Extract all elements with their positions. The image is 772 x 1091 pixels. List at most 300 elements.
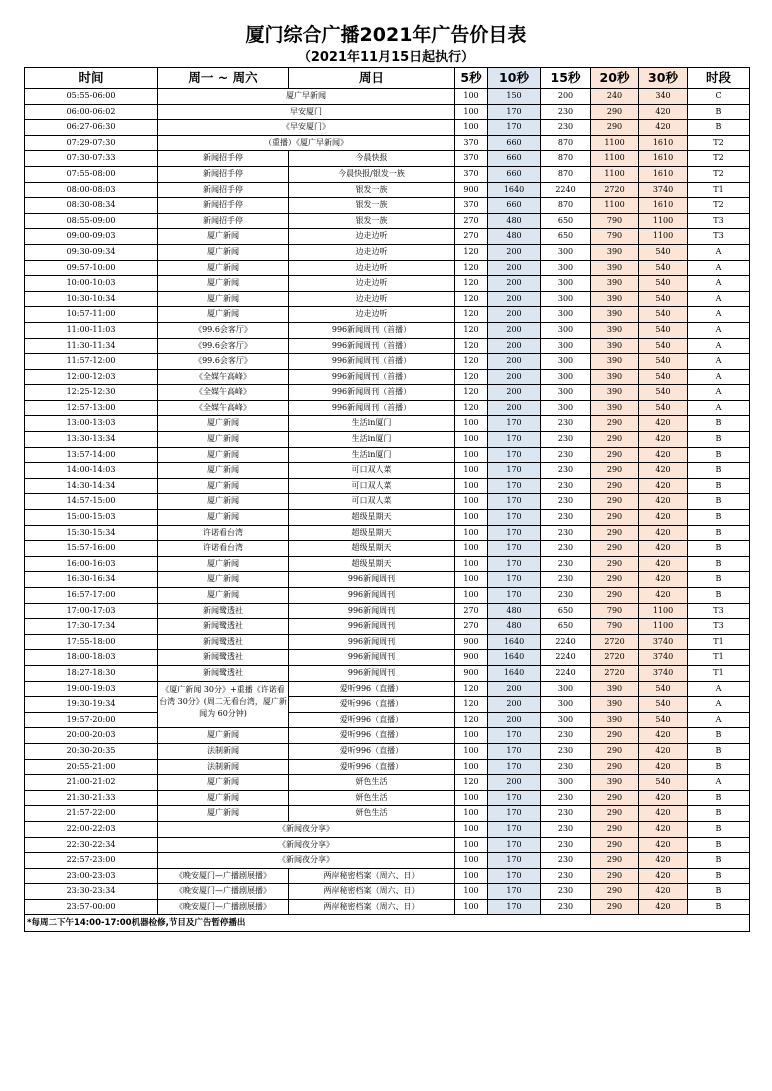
price-20s: 790 <box>591 229 639 245</box>
price-5s: 120 <box>455 681 488 697</box>
segment-cell: B <box>688 588 750 604</box>
price-30s: 540 <box>639 354 688 370</box>
price-5s: 100 <box>455 572 488 588</box>
price-20s: 290 <box>591 104 639 120</box>
time-cell: 18:00-18:03 <box>25 650 158 666</box>
weekday-program-cell: 厦广新闻 <box>158 556 289 572</box>
price-20s: 1100 <box>591 135 639 151</box>
sunday-program-cell: 银发一族 <box>289 198 455 214</box>
segment-cell: T1 <box>688 650 750 666</box>
price-30s: 420 <box>639 899 688 915</box>
price-20s: 240 <box>591 89 639 105</box>
price-15s: 230 <box>541 899 591 915</box>
segment-cell: A <box>688 276 750 292</box>
sunday-program-cell: 两岸秘密档案（周六、日） <box>289 868 455 884</box>
sunday-program-cell: 边走边听 <box>289 244 455 260</box>
price-15s: 650 <box>541 229 591 245</box>
weekday-program-cell: 《99.6会客厅》 <box>158 322 289 338</box>
time-cell: 06:00-06:02 <box>25 104 158 120</box>
price-30s: 420 <box>639 759 688 775</box>
price-30s: 420 <box>639 478 688 494</box>
price-5s: 100 <box>455 416 488 432</box>
segment-cell: B <box>688 510 750 526</box>
price-5s: 100 <box>455 806 488 822</box>
price-20s: 390 <box>591 775 639 791</box>
sunday-program-cell: 银发一族 <box>289 213 455 229</box>
time-cell: 21:00-21:02 <box>25 775 158 791</box>
time-cell: 10:30-10:34 <box>25 291 158 307</box>
price-15s: 2240 <box>541 650 591 666</box>
table-row <box>25 89 750 105</box>
price-5s: 120 <box>455 775 488 791</box>
time-cell: 08:00-08:03 <box>25 182 158 198</box>
price-10s: 200 <box>488 338 541 354</box>
segment-cell: B <box>688 447 750 463</box>
price-5s: 100 <box>455 759 488 775</box>
price-10s: 200 <box>488 260 541 276</box>
price-30s: 420 <box>639 853 688 869</box>
table-row <box>25 884 750 900</box>
price-10s: 200 <box>488 697 541 713</box>
segment-cell: A <box>688 322 750 338</box>
price-30s: 1100 <box>639 603 688 619</box>
price-20s: 290 <box>591 728 639 744</box>
price-5s: 100 <box>455 899 488 915</box>
time-cell: 14:30-14:34 <box>25 478 158 494</box>
price-15s: 200 <box>541 89 591 105</box>
table-row <box>25 634 750 650</box>
price-10s: 170 <box>488 556 541 572</box>
price-5s: 120 <box>455 369 488 385</box>
weekday-program-cell: 厦广新闻 <box>158 478 289 494</box>
price-table <box>24 67 750 932</box>
segment-cell: T3 <box>688 213 750 229</box>
weekday-program-cell: 许诺看台湾 <box>158 541 289 557</box>
price-10s: 170 <box>488 432 541 448</box>
weekday-program-cell: 厦广新闻 <box>158 775 289 791</box>
time-cell: 19:00-19:03 <box>25 681 158 697</box>
price-20s: 290 <box>591 899 639 915</box>
segment-cell: B <box>688 899 750 915</box>
price-5s: 900 <box>455 650 488 666</box>
segment-cell: B <box>688 759 750 775</box>
price-20s: 290 <box>591 790 639 806</box>
price-10s: 1640 <box>488 650 541 666</box>
price-30s: 540 <box>639 338 688 354</box>
program-cell: 厦广早新闻 <box>158 89 455 105</box>
price-5s: 120 <box>455 400 488 416</box>
price-15s: 230 <box>541 743 591 759</box>
price-15s: 650 <box>541 213 591 229</box>
sunday-program-cell: 妍色生活 <box>289 790 455 806</box>
segment-cell: T2 <box>688 198 750 214</box>
time-cell: 12:00-12:03 <box>25 369 158 385</box>
weekday-program-cell: 新闻招手停 <box>158 213 289 229</box>
segment-cell: B <box>688 432 750 448</box>
sunday-program-cell: 爱听996（直播） <box>289 712 455 728</box>
sunday-program-cell: 生活in厦门 <box>289 432 455 448</box>
price-15s: 230 <box>541 806 591 822</box>
price-20s: 290 <box>591 447 639 463</box>
sunday-program-cell: 妍色生活 <box>289 775 455 791</box>
segment-cell: B <box>688 790 750 806</box>
price-30s: 420 <box>639 884 688 900</box>
price-15s: 2240 <box>541 182 591 198</box>
weekday-program-cell: 《99.6会客厅》 <box>158 354 289 370</box>
price-30s: 540 <box>639 775 688 791</box>
price-30s: 540 <box>639 322 688 338</box>
table-row <box>25 478 750 494</box>
table-row <box>25 759 750 775</box>
price-30s: 420 <box>639 790 688 806</box>
time-cell: 09:57-10:00 <box>25 260 158 276</box>
header-row <box>25 68 750 89</box>
time-cell: 08:30-08:34 <box>25 198 158 214</box>
weekday-program-cell: 《99.6会客厅》 <box>158 338 289 354</box>
sunday-program-cell: 996新闻周刊 <box>289 650 455 666</box>
table-row <box>25 837 750 853</box>
program-cell: 《新闻夜分享》 <box>158 821 455 837</box>
table-row <box>25 775 750 791</box>
price-10s: 200 <box>488 291 541 307</box>
price-15s: 300 <box>541 244 591 260</box>
header-sunday: 周日 <box>289 68 455 89</box>
time-cell: 05:55-06:00 <box>25 89 158 105</box>
segment-cell: B <box>688 728 750 744</box>
weekday-program-cell: 厦广新闻 <box>158 244 289 260</box>
sunday-program-cell: 两岸秘密档案（周六、日） <box>289 899 455 915</box>
page-title: 厦门综合广播2021年广告价目表 <box>245 24 527 46</box>
sunday-program-cell: 996新闻周刊 <box>289 588 455 604</box>
weekday-program-cell: 《全媒午高峰》 <box>158 400 289 416</box>
price-20s: 290 <box>591 572 639 588</box>
time-cell: 12:25-12:30 <box>25 385 158 401</box>
price-10s: 170 <box>488 510 541 526</box>
price-10s: 170 <box>488 821 541 837</box>
price-15s: 230 <box>541 572 591 588</box>
price-5s: 100 <box>455 525 488 541</box>
table-row <box>25 650 750 666</box>
sunday-program-cell: 边走边听 <box>289 276 455 292</box>
price-20s: 790 <box>591 213 639 229</box>
price-15s: 230 <box>541 416 591 432</box>
segment-cell: B <box>688 743 750 759</box>
weekday-program-cell: 许诺看台湾 <box>158 525 289 541</box>
time-cell: 23:30-23:34 <box>25 884 158 900</box>
price-10s: 200 <box>488 681 541 697</box>
price-30s: 1610 <box>639 135 688 151</box>
time-cell: 20:00-20:03 <box>25 728 158 744</box>
price-5s: 900 <box>455 634 488 650</box>
price-10s: 170 <box>488 806 541 822</box>
price-5s: 370 <box>455 151 488 167</box>
time-cell: 16:00-16:03 <box>25 556 158 572</box>
price-30s: 420 <box>639 463 688 479</box>
price-15s: 230 <box>541 588 591 604</box>
price-20s: 1100 <box>591 198 639 214</box>
time-cell: 11:30-11:34 <box>25 338 158 354</box>
table-row <box>25 166 750 182</box>
price-10s: 480 <box>488 603 541 619</box>
price-20s: 290 <box>591 120 639 136</box>
price-15s: 300 <box>541 354 591 370</box>
segment-cell: A <box>688 354 750 370</box>
time-cell: 07:30-07:33 <box>25 151 158 167</box>
sunday-program-cell: 超级星期天 <box>289 525 455 541</box>
weekday-program-cell: 厦广新闻 <box>158 463 289 479</box>
price-30s: 540 <box>639 244 688 260</box>
price-10s: 660 <box>488 198 541 214</box>
price-10s: 170 <box>488 572 541 588</box>
price-5s: 100 <box>455 853 488 869</box>
price-30s: 3740 <box>639 665 688 681</box>
time-cell: 13:30-13:34 <box>25 432 158 448</box>
price-20s: 290 <box>591 478 639 494</box>
time-cell: 15:30-15:34 <box>25 525 158 541</box>
price-20s: 290 <box>591 743 639 759</box>
weekday-program-cell: 厦广新闻 <box>158 447 289 463</box>
price-5s: 120 <box>455 260 488 276</box>
weekday-program-cell: 厦广新闻 <box>158 588 289 604</box>
price-20s: 290 <box>591 868 639 884</box>
price-15s: 300 <box>541 369 591 385</box>
segment-cell: T2 <box>688 166 750 182</box>
header-segment: 时段 <box>688 68 750 89</box>
table-row <box>25 120 750 136</box>
sunday-program-cell: 996新闻周刊 <box>289 619 455 635</box>
price-30s: 540 <box>639 400 688 416</box>
sunday-program-cell: 超级星期天 <box>289 541 455 557</box>
time-cell: 10:00-10:03 <box>25 276 158 292</box>
price-20s: 390 <box>591 322 639 338</box>
price-30s: 420 <box>639 728 688 744</box>
price-5s: 120 <box>455 276 488 292</box>
sunday-program-cell: 996新闻周刊（首播） <box>289 322 455 338</box>
sunday-program-cell: 996新闻周刊 <box>289 603 455 619</box>
time-cell: 09:00-09:03 <box>25 229 158 245</box>
price-20s: 2720 <box>591 182 639 198</box>
segment-cell: A <box>688 385 750 401</box>
price-20s: 390 <box>591 369 639 385</box>
price-30s: 1100 <box>639 229 688 245</box>
price-15s: 230 <box>541 541 591 557</box>
price-10s: 660 <box>488 166 541 182</box>
price-15s: 230 <box>541 728 591 744</box>
price-15s: 300 <box>541 681 591 697</box>
segment-cell: B <box>688 572 750 588</box>
sunday-program-cell: 996新闻周刊 <box>289 665 455 681</box>
price-20s: 2720 <box>591 650 639 666</box>
segment-cell: B <box>688 541 750 557</box>
price-20s: 390 <box>591 697 639 713</box>
price-15s: 230 <box>541 463 591 479</box>
sunday-program-cell: 可口双人菜 <box>289 463 455 479</box>
price-5s: 100 <box>455 868 488 884</box>
table-row <box>25 868 750 884</box>
segment-cell: A <box>688 338 750 354</box>
weekday-program-cell: 厦广新闻 <box>158 416 289 432</box>
price-10s: 170 <box>488 868 541 884</box>
price-5s: 270 <box>455 603 488 619</box>
segment-cell: B <box>688 806 750 822</box>
price-20s: 2720 <box>591 665 639 681</box>
price-15s: 870 <box>541 135 591 151</box>
weekday-program-cell: 厦广新闻 <box>158 494 289 510</box>
price-5s: 100 <box>455 104 488 120</box>
table-row <box>25 447 750 463</box>
sunday-program-cell: 可口双人菜 <box>289 478 455 494</box>
time-cell: 06:27-06:30 <box>25 120 158 136</box>
sunday-program-cell: 妍色生活 <box>289 806 455 822</box>
weekday-program-cell: 新闻鹭透社 <box>158 650 289 666</box>
weekday-program-cell: 厦广新闻 <box>158 260 289 276</box>
sunday-program-cell: 边走边听 <box>289 307 455 323</box>
price-20s: 390 <box>591 276 639 292</box>
table-row <box>25 510 750 526</box>
price-15s: 230 <box>541 868 591 884</box>
price-20s: 390 <box>591 681 639 697</box>
segment-cell: T2 <box>688 135 750 151</box>
time-cell: 17:30-17:34 <box>25 619 158 635</box>
sunday-program-cell: 可口双人菜 <box>289 494 455 510</box>
sunday-program-cell: 996新闻周刊（首播） <box>289 354 455 370</box>
price-15s: 230 <box>541 790 591 806</box>
weekday-program-cell: 厦广新闻 <box>158 728 289 744</box>
price-10s: 480 <box>488 213 541 229</box>
price-5s: 100 <box>455 728 488 744</box>
sunday-program-cell: 996新闻周刊 <box>289 634 455 650</box>
weekday-program-cell: 《全媒午高峰》 <box>158 369 289 385</box>
price-10s: 170 <box>488 104 541 120</box>
header-time: 时间 <box>25 68 158 89</box>
price-30s: 540 <box>639 276 688 292</box>
segment-cell: A <box>688 260 750 276</box>
segment-cell: C <box>688 89 750 105</box>
price-5s: 370 <box>455 166 488 182</box>
segment-cell: B <box>688 556 750 572</box>
time-cell: 12:57-13:00 <box>25 400 158 416</box>
price-15s: 300 <box>541 276 591 292</box>
price-5s: 100 <box>455 588 488 604</box>
price-15s: 870 <box>541 151 591 167</box>
segment-cell: B <box>688 494 750 510</box>
header-20s: 20秒 <box>591 68 639 89</box>
price-15s: 230 <box>541 853 591 869</box>
price-30s: 420 <box>639 104 688 120</box>
price-5s: 120 <box>455 322 488 338</box>
price-10s: 170 <box>488 416 541 432</box>
program-cell: 《新闻夜分享》 <box>158 837 455 853</box>
price-10s: 200 <box>488 385 541 401</box>
header-10s: 10秒 <box>488 68 541 89</box>
price-10s: 1640 <box>488 665 541 681</box>
price-20s: 390 <box>591 712 639 728</box>
price-30s: 3740 <box>639 634 688 650</box>
segment-cell: A <box>688 369 750 385</box>
price-15s: 230 <box>541 525 591 541</box>
weekday-program-cell: 新闻招手停 <box>158 166 289 182</box>
price-30s: 540 <box>639 712 688 728</box>
page-subtitle: （2021年11月15日起执行） <box>297 50 475 65</box>
price-10s: 170 <box>488 494 541 510</box>
segment-cell: A <box>688 712 750 728</box>
sunday-program-cell: 边走边听 <box>289 291 455 307</box>
price-5s: 120 <box>455 307 488 323</box>
price-15s: 300 <box>541 291 591 307</box>
price-20s: 390 <box>591 400 639 416</box>
table-row <box>25 276 750 292</box>
time-cell: 22:00-22:03 <box>25 821 158 837</box>
segment-cell: A <box>688 775 750 791</box>
time-cell: 08:55-09:00 <box>25 213 158 229</box>
price-30s: 540 <box>639 260 688 276</box>
time-cell: 19:57-20:00 <box>25 712 158 728</box>
price-10s: 170 <box>488 790 541 806</box>
price-10s: 170 <box>488 463 541 479</box>
sunday-program-cell: 爱听996（直播） <box>289 743 455 759</box>
price-20s: 290 <box>591 821 639 837</box>
time-cell: 21:30-21:33 <box>25 790 158 806</box>
price-30s: 3740 <box>639 182 688 198</box>
price-10s: 170 <box>488 525 541 541</box>
price-10s: 170 <box>488 837 541 853</box>
price-20s: 290 <box>591 416 639 432</box>
segment-cell: B <box>688 525 750 541</box>
table-row <box>25 494 750 510</box>
time-cell: 13:00-13:03 <box>25 416 158 432</box>
price-15s: 870 <box>541 198 591 214</box>
price-10s: 660 <box>488 151 541 167</box>
weekday-program-cell: 新闻鹭透社 <box>158 619 289 635</box>
price-30s: 340 <box>639 89 688 105</box>
price-20s: 290 <box>591 510 639 526</box>
weekday-program-cell: 《晚安厦门—广播剧展播》 <box>158 868 289 884</box>
price-30s: 420 <box>639 588 688 604</box>
sunday-program-cell: 996新闻周刊 <box>289 572 455 588</box>
price-15s: 300 <box>541 712 591 728</box>
price-15s: 230 <box>541 759 591 775</box>
price-20s: 790 <box>591 619 639 635</box>
table-row <box>25 229 750 245</box>
segment-cell: B <box>688 120 750 136</box>
segment-cell: T3 <box>688 603 750 619</box>
price-20s: 290 <box>591 853 639 869</box>
table-row <box>25 806 750 822</box>
segment-cell: T1 <box>688 634 750 650</box>
table-row <box>25 556 750 572</box>
price-5s: 100 <box>455 432 488 448</box>
price-30s: 420 <box>639 432 688 448</box>
price-20s: 290 <box>591 837 639 853</box>
time-cell: 20:30-20:35 <box>25 743 158 759</box>
sunday-program-cell: 两岸秘密档案（周六、日） <box>289 884 455 900</box>
table-row <box>25 619 750 635</box>
price-15s: 230 <box>541 478 591 494</box>
price-5s: 120 <box>455 697 488 713</box>
weekday-program-cell: 厦广新闻 <box>158 291 289 307</box>
time-cell: 14:57-15:00 <box>25 494 158 510</box>
segment-cell: A <box>688 400 750 416</box>
table-row <box>25 213 750 229</box>
price-10s: 200 <box>488 276 541 292</box>
price-10s: 170 <box>488 478 541 494</box>
table-row <box>25 291 750 307</box>
price-15s: 300 <box>541 697 591 713</box>
weekday-program-cell: 厦广新闻 <box>158 276 289 292</box>
weekday-program-cell: 厦广新闻 <box>158 510 289 526</box>
segment-cell: B <box>688 416 750 432</box>
table-row <box>25 541 750 557</box>
